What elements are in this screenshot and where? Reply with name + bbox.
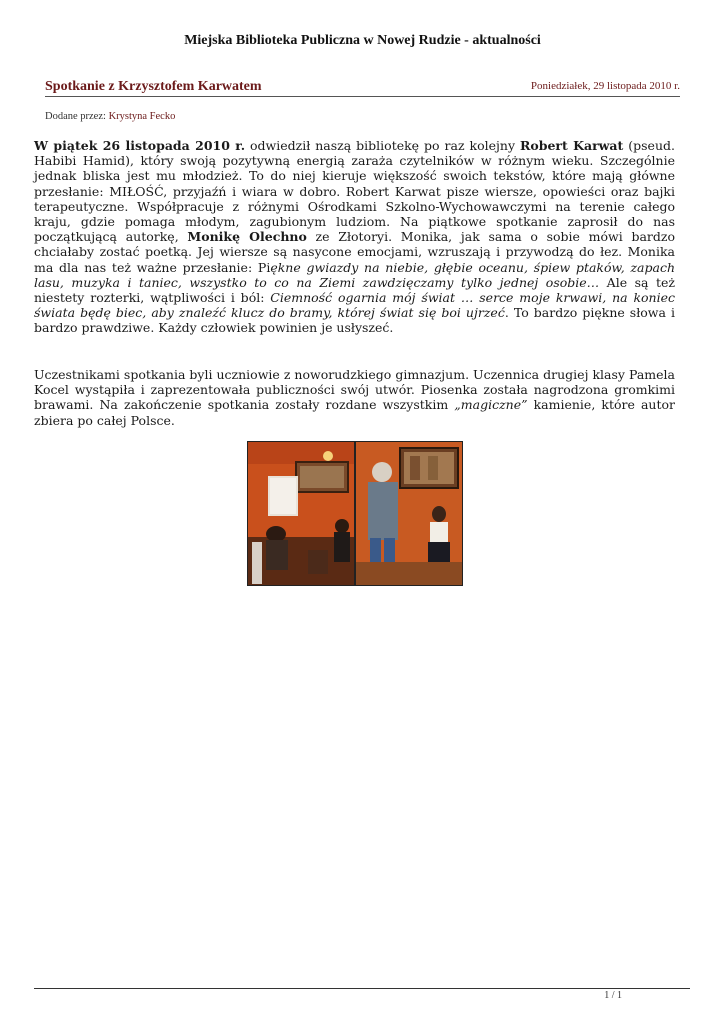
text-span: ze Złotoryi. Monika, jak sama o sobie mówi bardzo chciałaby zostać poetką. Jej wiersze są nasycone emocjami, wzruszają i przywodzą do łez. Monika ma dla nas też ważne przesłanie: Pi xyxy=(34,229,675,275)
site-title: Miejska Biblioteka Publiczna w Nowej Rudzie - aktualności xyxy=(184,33,541,48)
byline-label: Dodane przez: xyxy=(45,111,106,122)
author-name[interactable]: Krystyna Fecko xyxy=(108,111,176,122)
footer-divider xyxy=(34,988,690,989)
article-date: Poniedziałek, 29 listopada 2010 r. xyxy=(530,80,680,92)
invited-author-name: Monikę Olechno xyxy=(187,229,307,245)
page-number: 1 / 1 xyxy=(604,990,622,1001)
text-span: . To bardzo piękne słowa i bardzo prawdziwe. Każdy człowiek powinien je usłyszeć. xyxy=(34,305,675,336)
event-photos xyxy=(247,441,463,586)
guest-name: Robert Karwat xyxy=(519,138,624,153)
text-span: Ale są też niestety rozterki, wątpliwości i ból: xyxy=(34,274,675,306)
text-span: Uczestnikami spotkania byli uczniowie z noworudzkiego gimnazjum. Uczennica drugiej klasy Pamela Kocel wystąpiła i zaprezentowała publiczności swój utwór. Piosenka została nagrodzona gromkimi brawami. Na zakończenie spotkania zostały rozdane wszystkim xyxy=(34,367,675,413)
article-paragraph-1 xyxy=(34,138,675,336)
event-date: W piątek 26 listopada 2010 r. xyxy=(34,138,246,153)
text-span: odwiedził naszą bibliotekę po raz kolejny xyxy=(245,138,520,153)
magic-word: „magiczne” xyxy=(454,397,528,413)
quote-2: Ciemność ogarnia mój świat … serce moje krwawi, na koniec świata będę biec, aby znaleźć klucz do bramy, której świat się boi ujrzeć xyxy=(34,290,675,321)
event-photo-audience[interactable] xyxy=(247,441,355,586)
byline xyxy=(45,111,175,122)
event-photo-speaker[interactable] xyxy=(355,441,463,586)
text-span: kamienie, które autor zbiera po całej Polsce. xyxy=(34,397,676,428)
quote-1: ękne gwiazdy na niebie, głębie oceanu, śpiew ptaków, zapach lasu, muzyka i taniec, wszystko to co na Ziemi zawdzięczamy tylko jednej osobie… xyxy=(34,259,675,290)
text-span: (pseud. Habibi Hamid), który swoją pozytywną energią zaraża czytelników w różnym wieku. Szczególnie jednak bliska jest mu młodzież. To do niej kieruje większość swoich tekstów, które mają główne przesłanie: MIŁOŚĆ, przyjaźń i wiara w dobro. Robert Karwat pisze wiersze, opowieści oraz bajki terapeutyczne. Współpracuje z różnymi Ośrodkami Szkolno-Wychowawczymi na terenie całego kraju, gdzie pomaga młodym, zagubionym ludziom. Na piątkowe spotkanie zaprosił do nas początkującą autorkę, xyxy=(34,138,675,245)
article-paragraph-2 xyxy=(34,367,675,428)
article-title[interactable]: Spotkanie z Krzysztofem Karwatem xyxy=(45,79,262,94)
article-header xyxy=(45,79,680,97)
